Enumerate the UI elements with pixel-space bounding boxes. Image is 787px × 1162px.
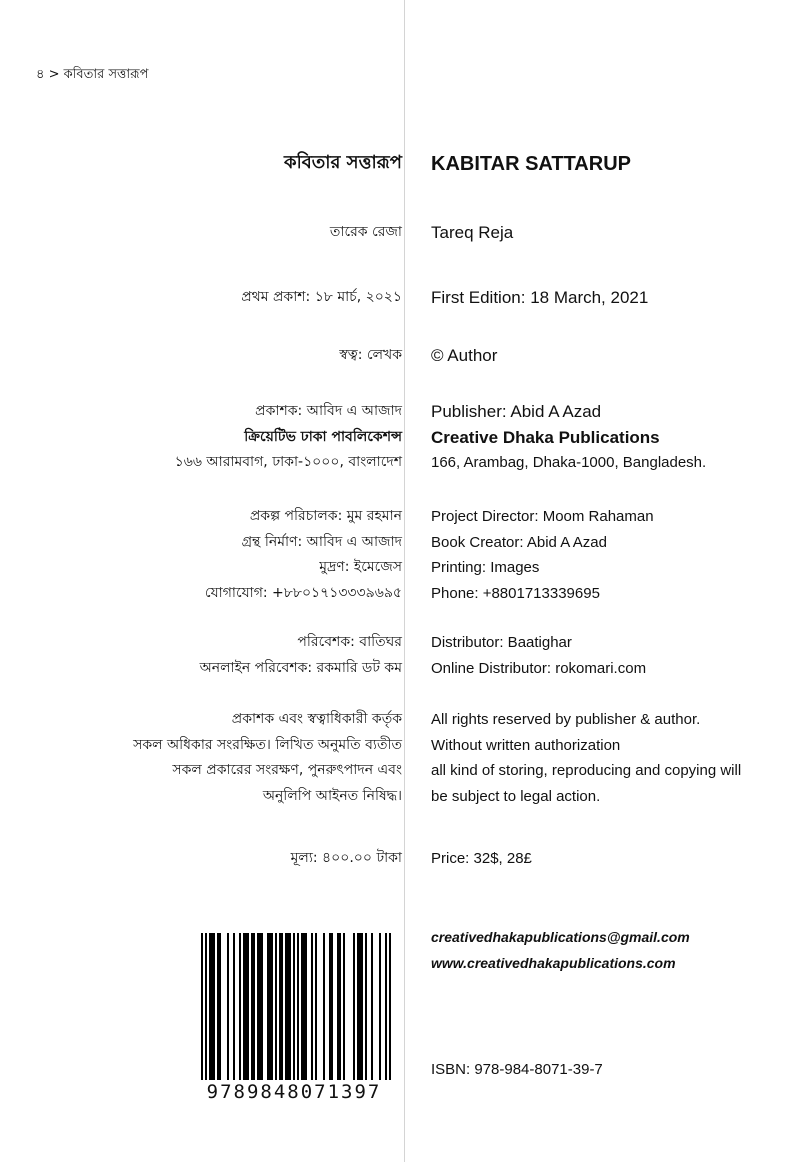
en-online-distributor: Online Distributor: rokomari.com bbox=[431, 659, 647, 677]
bn-edition: প্রথম প্রকাশ: ১৮ মার্চ, ২০২১ bbox=[241, 289, 402, 305]
barcode-bar bbox=[311, 933, 313, 1083]
barcode-bar bbox=[253, 933, 255, 1083]
en-email: creativedhakapublications@gmail.com bbox=[431, 929, 690, 945]
barcode-bar bbox=[315, 933, 317, 1083]
barcode-digits: 9789848071397 bbox=[187, 1080, 401, 1104]
barcode-bar bbox=[239, 933, 241, 1083]
barcode-bar bbox=[201, 933, 203, 1101]
en-rights-line: All rights reserved by publisher & author. bbox=[431, 711, 701, 728]
bn-printing: মুদ্রণ: ইমেজেস bbox=[319, 559, 402, 575]
bn-publisher bbox=[175, 399, 402, 476]
barcode-bar bbox=[293, 933, 295, 1101]
bn-book-title: কবিতার সত্তারূপ bbox=[284, 152, 402, 173]
en-author: Tareq Reja bbox=[431, 223, 514, 242]
en-printing: Printing: Images bbox=[431, 559, 540, 576]
en-book-creator: Book Creator: Abid A Azad bbox=[431, 533, 607, 551]
en-book-title: KABITAR SATTARUP bbox=[431, 153, 631, 175]
barcode-bar bbox=[271, 933, 273, 1083]
bn-credits bbox=[205, 504, 402, 606]
en-rights bbox=[431, 707, 741, 809]
barcode-bar bbox=[379, 933, 381, 1083]
barcode-bar bbox=[357, 933, 359, 1083]
barcode-bar bbox=[219, 933, 221, 1083]
isbn-barcode bbox=[187, 933, 401, 1103]
barcode-bar bbox=[305, 933, 307, 1083]
bn-publisher-name: প্রকাশক: আবিদ এ আজাদ bbox=[255, 403, 402, 419]
barcode-bar bbox=[289, 933, 291, 1083]
en-rights-line: Without written authorization bbox=[431, 736, 621, 754]
en-project-director: Project Director: Moom Rahaman bbox=[431, 508, 654, 525]
en-publisher-org: Creative Dhaka Publications bbox=[431, 427, 660, 447]
bn-book-creator: গ্রন্থ নির্মাণ: আবিদ এ আজাদ bbox=[241, 533, 402, 550]
bn-phone: যোগাযোগ: +৮৮০১৭১৩৩৩৯৬৯৫ bbox=[204, 584, 402, 601]
barcode-bar bbox=[365, 933, 367, 1083]
barcode-bar bbox=[259, 933, 261, 1083]
barcode-bar bbox=[339, 933, 341, 1083]
bn-rights-line: প্রকাশক এবং স্বত্বাধিকারী কর্তৃক bbox=[231, 711, 402, 727]
en-distribution bbox=[431, 630, 646, 681]
barcode-bar bbox=[329, 933, 331, 1083]
barcode-bar bbox=[285, 933, 287, 1083]
barcode-bar bbox=[243, 933, 245, 1083]
en-credits bbox=[431, 504, 654, 606]
barcode-bar bbox=[297, 933, 299, 1101]
barcode-bar bbox=[205, 933, 207, 1101]
en-publisher bbox=[431, 399, 706, 476]
barcode-bar bbox=[211, 933, 213, 1083]
en-copyright: © Author bbox=[431, 346, 498, 365]
barcode-bar bbox=[331, 933, 333, 1083]
barcode-bar bbox=[217, 933, 219, 1083]
en-distributor: Distributor: Baatighar bbox=[431, 634, 572, 651]
bn-rights-line: অনুলিপি আইনত নিষিদ্ধ। bbox=[262, 787, 402, 804]
en-rights-line: be subject to legal action. bbox=[431, 787, 601, 805]
barcode-bar bbox=[303, 933, 305, 1083]
en-edition: First Edition: 18 March, 2021 bbox=[431, 288, 649, 307]
barcode-bar bbox=[343, 933, 345, 1083]
barcode-bar bbox=[359, 933, 361, 1083]
en-isbn: ISBN: 978-984-8071-39-7 bbox=[431, 1061, 603, 1078]
barcode-bar bbox=[267, 933, 269, 1083]
bn-address: ১৬৬ আরামবাগ, ঢাকা-১০০০, বাংলাদেশ bbox=[174, 454, 402, 470]
barcode-bar bbox=[213, 933, 215, 1083]
barcode-bar bbox=[371, 933, 373, 1083]
bn-rights bbox=[133, 707, 402, 809]
barcode-bar bbox=[353, 933, 355, 1083]
page-divider bbox=[404, 0, 405, 1162]
barcode-bar bbox=[233, 933, 235, 1083]
bn-price: মূল্য: ৪০০.০০ টাকা bbox=[290, 850, 402, 866]
barcode-bar bbox=[247, 933, 249, 1083]
barcode-bar bbox=[261, 933, 263, 1083]
barcode-bar bbox=[389, 933, 391, 1101]
en-price: Price: 32$, 28£ bbox=[431, 850, 532, 867]
running-header: ৪ > কবিতার সত্তারূপ bbox=[36, 67, 149, 82]
barcode-bar bbox=[269, 933, 271, 1083]
barcode-bar bbox=[385, 933, 387, 1101]
bn-copyright: স্বত্ব: লেখক bbox=[339, 347, 402, 363]
en-website: www.creativedhakapublications.com bbox=[431, 954, 676, 971]
barcode-bar bbox=[323, 933, 325, 1083]
bn-distributor: পরিবেশক: বাতিঘর bbox=[297, 634, 402, 650]
bn-rights-line: সকল প্রকারের সংরক্ষণ, পুনরুৎপাদন এবং bbox=[172, 762, 402, 778]
barcode-bar bbox=[251, 933, 253, 1083]
barcode-bar bbox=[301, 933, 303, 1083]
barcode-bar bbox=[361, 933, 363, 1083]
bn-online-distributor: অনলাইন পরিবেশক: রকমারি ডট কম bbox=[199, 659, 402, 676]
barcode-bar bbox=[257, 933, 259, 1083]
en-address: 166, Arambag, Dhaka-1000, Bangladesh. bbox=[431, 454, 707, 471]
en-publisher-name: Publisher: Abid A Azad bbox=[431, 402, 602, 421]
en-phone: Phone: +8801713339695 bbox=[431, 584, 600, 602]
barcode-bar bbox=[275, 933, 277, 1083]
en-contact bbox=[431, 925, 690, 976]
bn-publisher-org: ক্রিয়েটিভ ঢাকা পাবলিকেশন্স bbox=[244, 428, 402, 445]
bn-rights-line: সকল অধিকার সংরক্ষিত। লিখিত অনুমতি ব্যতীত bbox=[133, 736, 402, 753]
barcode-bar bbox=[209, 933, 211, 1083]
barcode-bar bbox=[281, 933, 283, 1083]
en-rights-line: all kind of storing, reproducing and copying will bbox=[431, 762, 742, 779]
barcode-bar bbox=[227, 933, 229, 1083]
barcode-bar bbox=[337, 933, 339, 1083]
barcode-bar bbox=[279, 933, 281, 1083]
bn-project-director: প্রকল্প পরিচালক: মুম রহমান bbox=[249, 508, 402, 524]
barcode-bar bbox=[287, 933, 289, 1083]
barcode-bar bbox=[245, 933, 247, 1083]
bn-distribution bbox=[200, 630, 402, 681]
bn-author: তারেক রেজা bbox=[329, 224, 402, 240]
